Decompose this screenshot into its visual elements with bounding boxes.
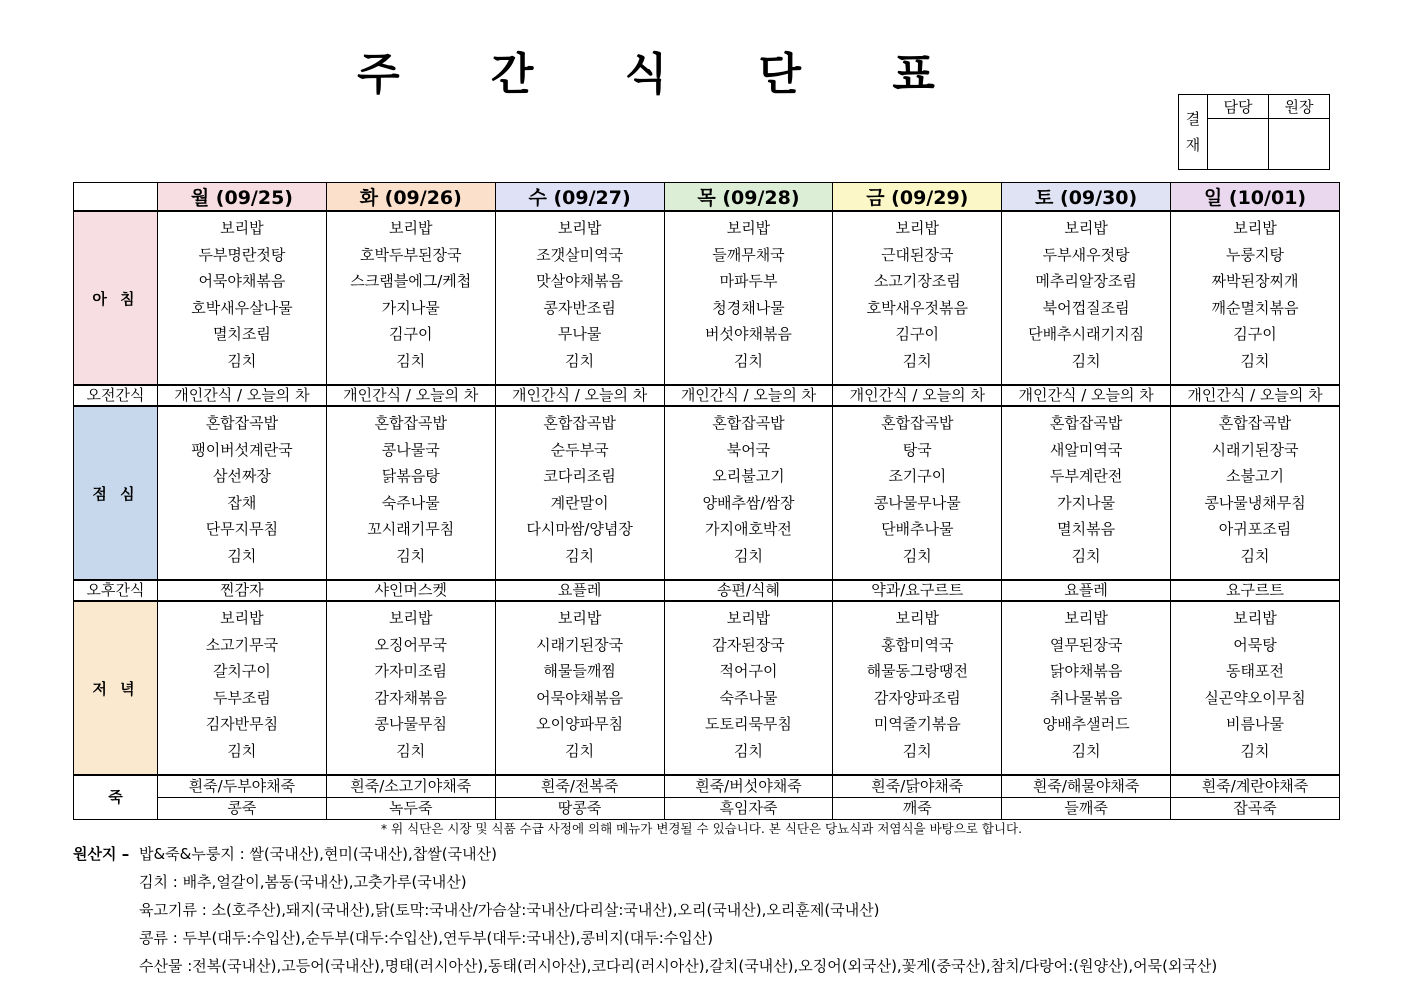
- lunch-cell-sat: [1002, 406, 1171, 580]
- menu-item: 탕국: [902, 440, 932, 459]
- menu-item: 멸치볶음: [1057, 520, 1116, 538]
- menu-item: 맛살야채볶음: [536, 272, 624, 290]
- menu-item: 김치: [1071, 546, 1101, 565]
- corner-cell: [74, 183, 158, 212]
- menu-item: 보리밥: [1064, 219, 1108, 237]
- origin-line-seafood: 수산물 :전복(국내산),고등어(국내산),명태(러시아산),동태(러시아산),코다리(러시아산),갈치(국내산),오징어(외국산),꽃게(중국산),참치/다랑어:(원양산),어묵(외국산): [139, 957, 1218, 975]
- breakfast-cell-fri: [833, 211, 1002, 385]
- menu-item: 들깨무채국: [712, 245, 785, 264]
- menu-item: 오징어무국: [374, 635, 447, 654]
- menu-item: 혼합잡곡밥: [543, 414, 616, 432]
- am-snack-cell-tue: 개인간식 / 오늘의 차: [326, 385, 495, 406]
- porridge-row1-cell-thu: 흰죽/버섯야채죽: [664, 775, 833, 798]
- menu-item: 감자채볶음: [374, 688, 447, 707]
- porridge-row2-cell-thu: 흑임자죽: [664, 798, 833, 820]
- menu-item: 북어껍질조림: [1042, 298, 1130, 317]
- menu-item: 가지애호박전: [704, 520, 792, 538]
- menu-item: 단무지무침: [205, 520, 279, 538]
- origin-info: [73, 843, 1217, 983]
- menu-item: 꼬시래기무침: [367, 520, 455, 538]
- pm-snack-row: [74, 580, 1340, 601]
- am-snack-cell-sat: 개인간식 / 오늘의 차: [1002, 385, 1171, 406]
- menu-item: 김치: [565, 351, 595, 370]
- porridge-row-2: [74, 798, 1340, 820]
- approval-manager-sign-box[interactable]: [1208, 119, 1269, 170]
- menu-item: 혼합잡곡밥: [1049, 414, 1123, 432]
- menu-item: 김치: [902, 546, 932, 565]
- porridge-row-1: [74, 775, 1340, 798]
- menu-item: 김치: [396, 546, 426, 565]
- menu-item: 소불고기: [1226, 467, 1285, 485]
- menu-item: 김자반무침: [205, 715, 279, 733]
- menu-item: 보리밥: [557, 609, 602, 627]
- menu-item: 두부명란젓탕: [198, 245, 286, 264]
- menu-item: 양배추쌈/쌈장: [702, 493, 795, 512]
- menu-item: 새알미역국: [1049, 440, 1123, 459]
- menu-item: 콩나물무침: [374, 715, 447, 733]
- dinner-row: [74, 601, 1340, 775]
- menu-item: 열무된장국: [1049, 635, 1123, 654]
- menu-item: 보리밥: [895, 609, 940, 627]
- menu-item: 누룽지탕: [1226, 245, 1285, 264]
- menu-item: 김치: [396, 741, 426, 760]
- menu-item: 어묵탕: [1233, 635, 1277, 654]
- menu-item: 김치: [1071, 351, 1101, 370]
- menu-item: 아귀포조림: [1218, 520, 1292, 538]
- menu-item: 호박새우살나물: [191, 298, 293, 317]
- menu-item: 어묵야채볶음: [536, 688, 624, 707]
- menu-item: 보리밥: [1064, 609, 1108, 627]
- menu-item: 닭볶음탕: [381, 467, 440, 485]
- menu-item: 마파두부: [719, 272, 778, 290]
- menu-item: 해물들깨찜: [543, 662, 616, 680]
- breakfast-label: 아 침: [74, 211, 158, 385]
- menu-item: 두부새우젓탕: [1042, 245, 1130, 264]
- menu-item: 계란말이: [550, 493, 609, 512]
- menu-item: 홍합미역국: [881, 635, 954, 654]
- menu-item: 보리밥: [895, 219, 940, 237]
- menu-item: 김구이: [895, 325, 940, 343]
- menu-item: 닭야채볶음: [1049, 662, 1123, 680]
- menu-item: 버섯야채볶음: [704, 325, 792, 343]
- porridge-row2-cell-tue: 녹두죽: [326, 798, 495, 820]
- menu-item: 멸치조림: [212, 325, 271, 343]
- day-header-sun: 일 (10/01): [1171, 183, 1340, 212]
- breakfast-cell-tue: [326, 211, 495, 385]
- porridge-label: 죽: [74, 775, 158, 820]
- menu-item: 시래기된장국: [1211, 440, 1299, 459]
- dinner-cell-thu: [664, 601, 833, 775]
- approval-director-sign-box[interactable]: [1269, 119, 1330, 170]
- lunch-cell-wed: [495, 406, 664, 580]
- breakfast-cell-wed: [495, 211, 664, 385]
- menu-item: 가지나물: [1057, 493, 1116, 512]
- menu-item: 소고기무국: [205, 635, 279, 654]
- menu-item: 가자미조림: [374, 662, 447, 680]
- day-header-sat: 토 (09/30): [1002, 183, 1171, 212]
- origin-line-beans: 콩류 : 두부(대두:수입산),순두부(대두:수입산),연두부(대두:국내산),콩비지(대두:수입산): [139, 929, 714, 947]
- menu-item: 김치: [565, 546, 595, 565]
- origin-line-meat: 육고기류 : 소(호주산),돼지(국내산),닭(토막:국내산/가슴살:국내산/다리살:국내산),오리(국내산),오리훈제(국내산): [139, 901, 880, 919]
- day-header-wed: 수 (09/27): [495, 183, 664, 212]
- day-header-thu: 목 (09/28): [664, 183, 833, 212]
- menu-item: 김구이: [389, 325, 433, 343]
- menu-item: 김치: [902, 351, 932, 370]
- menu-item: 삼선짜장: [212, 467, 271, 485]
- menu-item: 김치: [227, 351, 257, 370]
- breakfast-cell-thu: [664, 211, 833, 385]
- pm-snack-cell-mon: 찐감자: [158, 580, 327, 601]
- lunch-row: [74, 406, 1340, 580]
- menu-item: 숙주나물: [719, 688, 778, 707]
- breakfast-cell-mon: [158, 211, 327, 385]
- menu-item: 깨순멸치볶음: [1211, 298, 1299, 317]
- porridge-row2-cell-fri: 깨죽: [833, 798, 1002, 820]
- pm-snack-cell-wed: 요플레: [495, 580, 664, 601]
- menu-item: 적어구이: [719, 662, 778, 680]
- dinner-cell-tue: [326, 601, 495, 775]
- menu-item: 콩나물무나물: [873, 493, 961, 512]
- lunch-cell-tue: [326, 406, 495, 580]
- menu-change-note: * 위 식단은 시장 및 식품 수급 사정에 의해 메뉴가 변경될 수 있습니다. 본 식단은 당뇨식과 저염식을 바탕으로 합니다.: [380, 821, 1023, 836]
- menu-item: 혼합잡곡밥: [374, 414, 447, 432]
- dinner-cell-wed: [495, 601, 664, 775]
- menu-item: 갈치구이: [212, 662, 271, 680]
- menu-item: 혼합잡곡밥: [1218, 414, 1292, 432]
- menu-item: 콩자반조림: [543, 298, 616, 317]
- porridge-row1-cell-tue: 흰죽/소고기야채죽: [326, 775, 495, 798]
- approval-director-header: 원장: [1269, 95, 1330, 119]
- menu-item: 김치: [902, 741, 932, 760]
- menu-item: 김구이: [1233, 325, 1277, 343]
- menu-item: 혼합잡곡밥: [881, 414, 954, 432]
- menu-item: 조갯살미역국: [536, 245, 624, 264]
- origin-line-kimchi: 김치 : 배추,얼갈이,봄동(국내산),고춧가루(국내산): [139, 873, 467, 891]
- menu-item: 해물동그랑땡전: [866, 662, 969, 680]
- origin-title: 원산지 –: [73, 845, 130, 863]
- page-title: 주 간 식 단 표: [357, 49, 973, 100]
- porridge-row1-cell-sun: 흰죽/계란야채죽: [1171, 775, 1340, 798]
- menu-item: 혼합잡곡밥: [205, 414, 279, 432]
- menu-item: 도토리묵무침: [704, 715, 792, 733]
- lunch-cell-sun: [1171, 406, 1340, 580]
- dinner-cell-mon: [158, 601, 327, 775]
- porridge-row2-cell-wed: 땅콩죽: [495, 798, 664, 820]
- dinner-cell-fri: [833, 601, 1002, 775]
- porridge-row2-cell-sun: 잡곡죽: [1171, 798, 1340, 820]
- day-header-fri: 금 (09/29): [833, 183, 1002, 212]
- menu-item: 호박두부된장국: [360, 245, 462, 264]
- menu-item: 보리밥: [726, 609, 771, 627]
- menu-item: 미역줄기볶음: [873, 715, 961, 733]
- menu-item: 가지나물: [381, 298, 440, 317]
- menu-item: 오리불고기: [712, 467, 785, 485]
- menu-item: 시래기된장국: [536, 635, 624, 654]
- menu-item: 무나물: [557, 325, 602, 343]
- menu-item: 보리밥: [389, 219, 433, 237]
- menu-item: 보리밥: [1233, 219, 1277, 237]
- menu-item: 다시마쌈/양념장: [526, 520, 633, 538]
- menu-item: 김치: [227, 741, 257, 760]
- menu-item: 콩나물국: [381, 440, 440, 459]
- menu-item: 취나물볶음: [1049, 688, 1123, 707]
- menu-item: 두부조림: [212, 688, 271, 707]
- approval-manager-header: 담당: [1208, 95, 1269, 119]
- menu-item: 소고기장조림: [873, 272, 961, 290]
- lunch-label: 점 심: [74, 406, 158, 580]
- am-snack-cell-wed: 개인간식 / 오늘의 차: [495, 385, 664, 406]
- breakfast-cell-sat: [1002, 211, 1171, 385]
- am-snack-row: [74, 385, 1340, 406]
- menu-item: 오이양파무침: [536, 715, 624, 733]
- menu-item: 보리밥: [220, 219, 264, 237]
- menu-item: 스크램블에그/케첩: [350, 272, 472, 290]
- pm-snack-label: 오후간식: [74, 580, 158, 601]
- menu-item: 콩나물냉채무침: [1204, 493, 1306, 512]
- menu-item: 김치: [733, 546, 763, 565]
- menu-item: 보리밥: [726, 219, 771, 237]
- dinner-cell-sun: [1171, 601, 1340, 775]
- lunch-cell-mon: [158, 406, 327, 580]
- menu-item: 김치: [733, 741, 763, 760]
- lunch-cell-thu: [664, 406, 833, 580]
- menu-item: 두부계란전: [1049, 467, 1123, 485]
- menu-item: 김치: [1240, 546, 1270, 565]
- porridge-row2-cell-mon: 콩죽: [158, 798, 327, 820]
- pm-snack-cell-tue: 샤인머스켓: [326, 580, 495, 601]
- menu-item: 보리밥: [557, 219, 602, 237]
- menu-item: 조기구이: [888, 467, 947, 485]
- menu-item: 어묵야채볶음: [198, 272, 286, 290]
- breakfast-row: [74, 211, 1340, 385]
- menu-item: 북어국: [726, 440, 771, 459]
- menu-item: 동태포전: [1226, 662, 1285, 680]
- menu-item: 김치: [227, 546, 257, 565]
- menu-item: 김치: [733, 351, 763, 370]
- menu-item: 단배추시래기지짐: [1028, 325, 1145, 343]
- origin-line-rice: 밥&죽&누룽지 : 쌀(국내산),현미(국내산),찹쌀(국내산): [139, 845, 497, 863]
- menu-item: 팽이버섯계란국: [191, 440, 293, 459]
- pm-snack-cell-fri: 약과/요구르트: [833, 580, 1002, 601]
- menu-item: 양배추샐러드: [1042, 715, 1130, 733]
- menu-item: 보리밥: [389, 609, 433, 627]
- menu-item: 김치: [1071, 741, 1101, 760]
- menu-item: 보리밥: [1233, 609, 1277, 627]
- menu-item: 숙주나물: [381, 493, 440, 512]
- am-snack-cell-mon: 개인간식 / 오늘의 차: [158, 385, 327, 406]
- menu-item: 김치: [1240, 741, 1270, 760]
- porridge-row2-cell-sat: 들깨죽: [1002, 798, 1171, 820]
- approval-box: [1178, 94, 1330, 170]
- dinner-label: 저 녁: [74, 601, 158, 775]
- menu-item: 짜박된장찌개: [1211, 272, 1299, 290]
- porridge-row1-cell-sat: 흰죽/해물야채죽: [1002, 775, 1171, 798]
- am-snack-cell-thu: 개인간식 / 오늘의 차: [664, 385, 833, 406]
- menu-item: 단배추나물: [881, 520, 954, 538]
- pm-snack-cell-sun: 요구르트: [1171, 580, 1340, 601]
- menu-item: 감자양파조림: [873, 688, 961, 707]
- lunch-cell-fri: [833, 406, 1002, 580]
- porridge-row1-cell-mon: 흰죽/두부야채죽: [158, 775, 327, 798]
- menu-item: 메추리알장조림: [1035, 272, 1137, 290]
- menu-item: 김치: [1240, 351, 1270, 370]
- breakfast-cell-sun: [1171, 211, 1340, 385]
- approval-label: 결 재: [1179, 95, 1208, 170]
- menu-item: 실곤약오이무침: [1204, 688, 1306, 707]
- menu-item: 코다리조림: [543, 467, 616, 485]
- menu-item: 호박새우젓볶음: [866, 298, 969, 317]
- menu-item: 김치: [565, 741, 595, 760]
- menu-item: 잡채: [227, 493, 257, 512]
- day-header-tue: 화 (09/26): [326, 183, 495, 212]
- menu-item: 혼합잡곡밥: [712, 414, 785, 432]
- day-header-mon: 월 (09/25): [158, 183, 327, 212]
- pm-snack-cell-thu: 송편/식혜: [664, 580, 833, 601]
- dinner-cell-sat: [1002, 601, 1171, 775]
- menu-item: 순두부국: [550, 440, 609, 459]
- menu-item: 보리밥: [220, 609, 264, 627]
- menu-item: 감자된장국: [712, 635, 785, 654]
- menu-item: 근대된장국: [881, 245, 954, 264]
- menu-item: 비름나물: [1226, 715, 1285, 733]
- am-snack-cell-fri: 개인간식 / 오늘의 차: [833, 385, 1002, 406]
- porridge-row1-cell-fri: 흰죽/닭야채죽: [833, 775, 1002, 798]
- am-snack-cell-sun: 개인간식 / 오늘의 차: [1171, 385, 1340, 406]
- menu-item: 김치: [396, 351, 426, 370]
- porridge-row1-cell-wed: 흰죽/전복죽: [495, 775, 664, 798]
- weekly-menu-table: [73, 182, 1340, 820]
- menu-item: 청경채나물: [712, 298, 785, 317]
- pm-snack-cell-sat: 요플레: [1002, 580, 1171, 601]
- am-snack-label: 오전간식: [74, 385, 158, 406]
